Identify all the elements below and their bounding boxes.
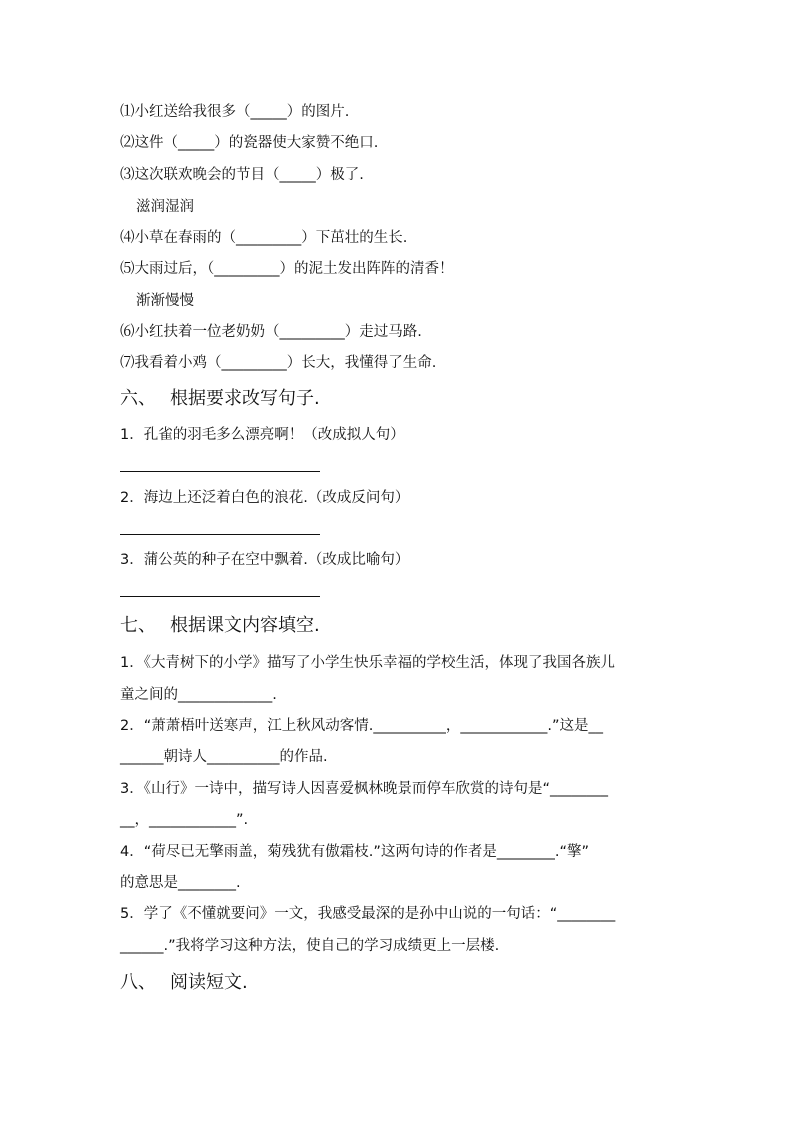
s5-line-1: ⑴小红送给我很多（_____）的图片. [120, 104, 350, 120]
s7-line-6: __，____________”. [120, 812, 249, 828]
s5-line-3: ⑶这次联欢晚会的节目（_____）极了. [120, 167, 364, 183]
section-8-number: 八、 [120, 972, 156, 993]
s6-answer-line-2[interactable] [120, 534, 320, 535]
section-6-number: 六、 [120, 388, 156, 409]
s7-line-3: 2．“萧萧梧叶送寒声，江上秋风动客情.__________，____________.”这是__ [120, 718, 603, 734]
s6-answer-line-1[interactable] [120, 471, 320, 472]
s7-line-7: 4．“荷尽已无擎雨盖，菊残犹有傲霜枝.”这两句诗的作者是________.“擎” [120, 844, 589, 860]
s5-line-4: ⑷小草在春雨的（_________）下茁壮的生长. [120, 230, 408, 246]
s5-line-2: ⑵这件（_____）的瓷器使大家赞不绝口. [120, 135, 379, 151]
section-8-heading [120, 971, 248, 995]
s5-line-5: ⑸大雨过后，（_________）的泥土发出阵阵的清香！ [120, 261, 454, 277]
s7-line-8: 的意思是________. [120, 875, 241, 891]
s7-line-9: 5．学了《不懂就要问》一文，我感受最深的是孙中山说的一句话：“________ [120, 906, 616, 922]
s6-item-2: 2．海边上还泛着白色的浪花.（改成反问句） [120, 490, 410, 506]
s5-line-6: ⑹小红扶着一位老奶奶（_________）走过马路. [120, 324, 422, 340]
section-7-number: 七、 [120, 615, 156, 636]
s6-answer-line-3[interactable] [120, 596, 320, 597]
s6-item-3: 3．蒲公英的种子在空中飘着.（改成比喻句） [120, 552, 410, 568]
s5-word-group-1: 滋润湿润 [136, 199, 194, 215]
s5-line-7: ⑺我看着小鸡（_________）长大，我懂得了生命. [120, 355, 437, 371]
s7-line-5: 3．《山行》一诗中，描写诗人因喜爱枫林晚景而停车欣赏的诗句是“________ [120, 781, 608, 797]
s7-line-4: ______朝诗人__________的作品. [120, 749, 328, 765]
section-6-heading [120, 387, 320, 411]
s5-word-group-2: 渐渐慢慢 [136, 293, 194, 309]
section-7-title: 根据课文内容填空. [170, 615, 320, 636]
s6-item-1: 1．孔雀的羽毛多么漂亮啊！（改成拟人句） [120, 427, 405, 443]
section-6-title: 根据要求改写句子. [170, 388, 320, 409]
s7-line-10: ______.”我将学习这种方法，使自己的学习成绩更上一层楼. [120, 938, 500, 954]
s7-line-1: 1．《大青树下的小学》描写了小学生快乐幸福的学校生活，体现了我国各族儿 [120, 655, 615, 671]
section-7-heading [120, 614, 320, 638]
section-8-title: 阅读短文. [170, 972, 248, 993]
s7-line-2: 童之间的_____________. [120, 687, 277, 703]
